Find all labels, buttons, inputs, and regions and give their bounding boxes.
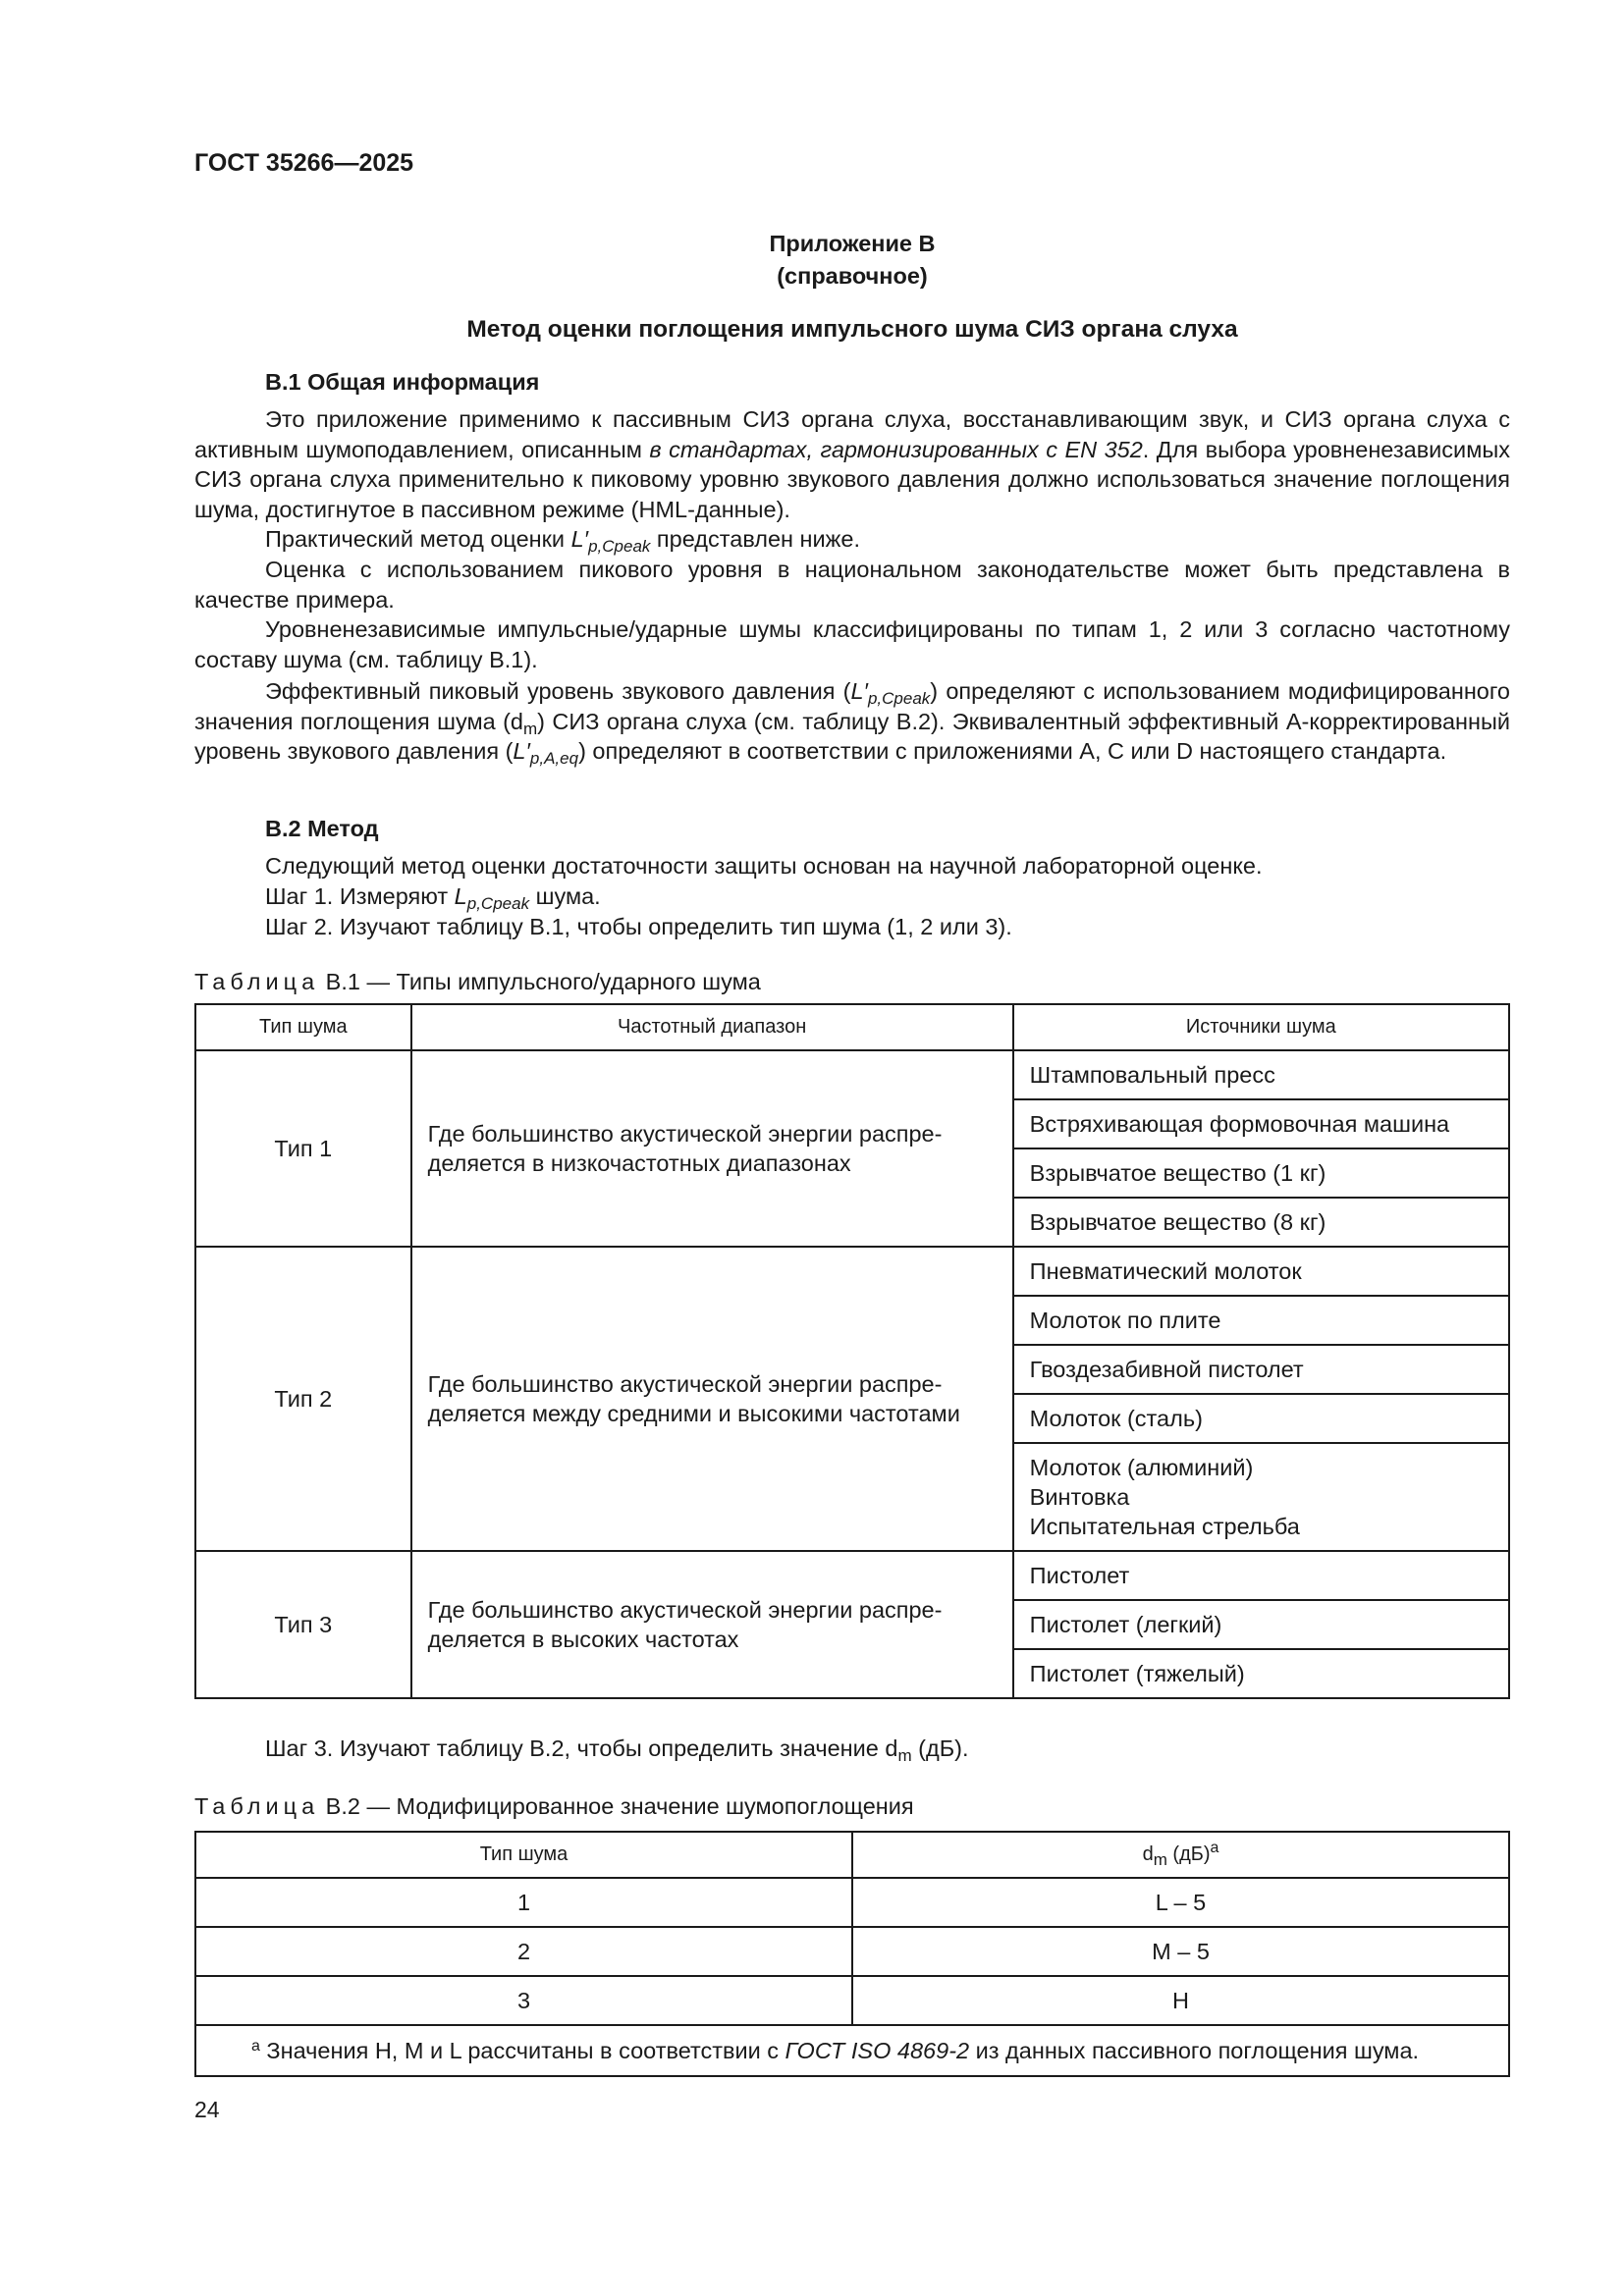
table-b2-header-type: Тип шума [195,1832,852,1878]
step-2: Шаг 2. Изучают таблицу В.1, чтобы определить тип шума (1, 2 или 3). [265,914,1012,939]
step-3: Шаг 3. Изучают таблицу В.2, чтобы определить значение $d_m$ (дБ). [265,1735,969,1765]
noise-type-cell: Тип 1 [195,1050,411,1247]
table-b1-header-sources: Источники шума [1013,1004,1509,1050]
noise-source-line: Испытательная стрельба [1029,1514,1300,1539]
table-row [195,1050,1509,1099]
table-b2-footnote: $^а$ Значения H, M и L рассчитаны в соответствии с ГОСТ ISO 4869-2 из данных пассивного поглощения шума. [195,2025,1509,2076]
noise-type-value: 3 [195,1976,852,2025]
noise-type-cell: Тип 3 [195,1551,411,1698]
section-b2-heading: В.2 Метод [265,816,379,841]
table-row [195,1247,1509,1296]
table-b2-header-dm: $d_m$ (дБ)$^а$ [852,1832,1509,1878]
noise-source-cell: Пистолет [1013,1551,1509,1600]
noise-source-cell: Взрывчатое вещество (8 кг) [1013,1198,1509,1247]
noise-source-cell: Гвоздезабивной пистолет [1013,1345,1509,1394]
noise-source-cell: Пистолет (тяжелый) [1013,1649,1509,1698]
noise-source-cell: Молоток по плите [1013,1296,1509,1345]
section-b1-paragraph-4: Уровненезависимые импульсные/ударные шумы классифицированы по типам 1, 2 или 3 согласно частотному составу шума (см. таблицу В.1). [194,616,1510,672]
noise-type-value: 2 [195,1927,852,1976]
noise-type-value: 1 [195,1878,852,1927]
noise-source-cell: Штамповальный пресс [1013,1050,1509,1099]
appendix-heading: Метод оценки поглощения импульсного шума СИЗ органа слуха [466,316,1238,343]
table-b2-footnote-row [195,2025,1509,2076]
dm-value: L – 5 [852,1878,1509,1927]
appendix-status: (справочное) [777,263,928,289]
dm-value: M – 5 [852,1927,1509,1976]
noise-source-line: Молоток (алюминий) [1029,1455,1254,1480]
table-row [195,1976,1509,2025]
page-number: 24 [194,2097,220,2122]
table-row [195,1551,1509,1600]
appendix-title: Приложение В [769,231,936,256]
table-b1-caption: Таблица В.1 — Типы импульсного/ударного шума [194,969,761,994]
table-row [195,1927,1509,1976]
noise-source-cell-multiline [1013,1443,1509,1551]
frequency-range-cell: Где большинство акустической энергии распределяется в высоких частотах [411,1551,1013,1698]
table-b2 [194,1831,1510,2077]
section-b1-paragraph-1: Это приложение применимо к пассивным СИЗ органа слуха, восстанавливающим звук, и СИЗ органа слуха с активным шумоподавлением, описанным в стандартах, гармонизированных с EN 352. Для выбора уровненезависимых СИЗ органа слуха применительно к пиковому уровню звукового давления должно использоваться значение поглощения шума, достигнутое в пассивном режиме (HML-данные). [194,406,1510,522]
noise-source-cell: Встряхивающая формовочная машина [1013,1099,1509,1148]
section-b1-paragraph-5: Эффективный пиковый уровень звукового давления $(L'_{p,Cpeak})$ определяют с использованием модифицированного значения поглощения шума $(d_m)$ СИЗ органа слуха (см. таблицу В.2). Эквивалентный эффективный А-корректированный уровень звукового давления $(L'_{p,A,eq})$ определяют в соответствии с приложениями А, С или D настоящего стандарта. [194,678,1510,768]
noise-source-cell: Пневматический молоток [1013,1247,1509,1296]
table-b2-caption: Таблица В.2 — Модифицированное значение шумопоглощения [194,1793,914,1819]
frequency-range-cell: Где большинство акустической энергии распределяется в низкочастотных диапазонах [411,1050,1013,1247]
section-b2-paragraph-1: Следующий метод оценки достаточности защиты основан на научной лабораторной оценке. [265,853,1263,879]
document-header: ГОСТ 35266—2025 [194,149,414,177]
section-b1-paragraph-3: Оценка с использованием пикового уровня в национальном законодательстве может быть представлена в качестве примера. [194,557,1510,613]
noise-source-line: Винтовка [1029,1484,1130,1510]
section-b1-heading: В.1 Общая информация [265,369,540,395]
dm-value: H [852,1976,1509,2025]
table-b2-header-row [195,1832,1509,1878]
table-b1 [194,1003,1510,1699]
table-b1-header-row [195,1004,1509,1050]
noise-type-cell: Тип 2 [195,1247,411,1551]
table-row [195,1878,1509,1927]
noise-source-cell: Взрывчатое вещество (1 кг) [1013,1148,1509,1198]
step-1: Шаг 1. Измеряют $L_{p,Cpeak}$ шума. [265,883,601,913]
table-b1-header-type: Тип шума [195,1004,411,1050]
frequency-range-cell: Где большинство акустической энергии распределяется между средними и высокими частотами [411,1247,1013,1551]
noise-source-cell: Молоток (сталь) [1013,1394,1509,1443]
table-b1-header-range: Частотный диапазон [411,1004,1013,1050]
section-b1-paragraph-2: Практический метод оценки $L'_{p,Cpeak}$ представлен ниже. [265,526,860,556]
noise-source-cell: Пистолет (легкий) [1013,1600,1509,1649]
